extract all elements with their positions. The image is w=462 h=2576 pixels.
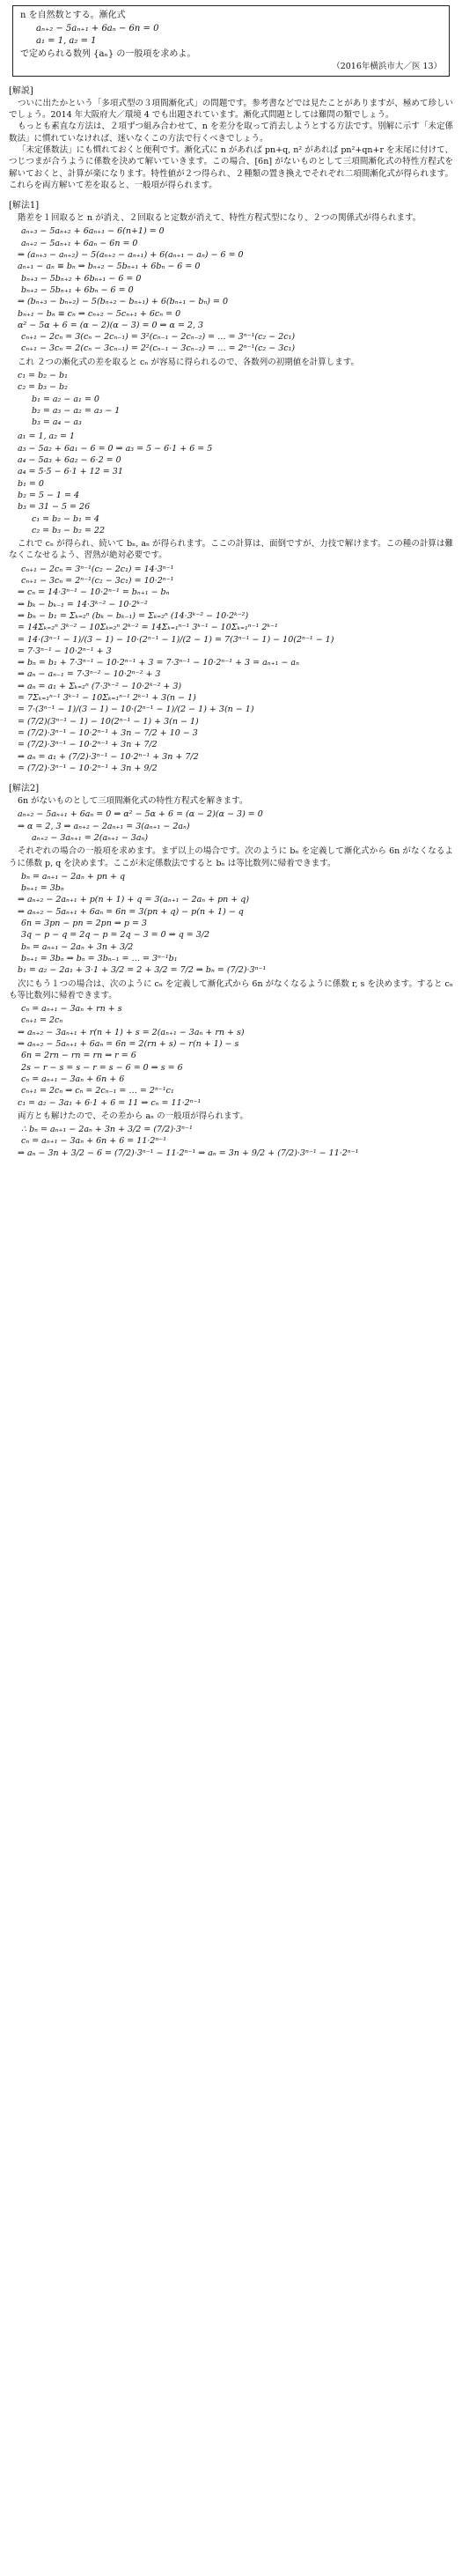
paragraph: もっとも素直な方法は、２項ずつ組み合わせて、n を差分を取って消去しようとする方法です。別解に示す「未定係数法」に慣れていなければ、迷いなくこの方法で行くべきでしょう。	[9, 122, 453, 144]
equation: 6n = 2rn − rn = rn ⇒ r = 6	[21, 1051, 136, 1061]
problem-source: （2016年横浜市大／医 13）	[332, 62, 442, 71]
equation: ⇒ aₙ₊₂ − 5aₙ₊₁ + 6aₙ = 6n = 3(pn + q) − p(n + 1) − q	[18, 906, 244, 917]
paragraph: それぞれの場合の一般項を求めます。まず以上の場合です。次のように bₙ を定義して漸化式から 6n がなくなるように係数 p, q を決めます。ここが未定係数法ですると bₙ は等比数列に帰着できます。	[9, 846, 453, 868]
equation: 6n = 3pn − pn = 2pn ⇒ p = 3	[21, 919, 147, 929]
equation: b₁ = a₂ − a₁ = 0	[32, 394, 99, 404]
equation: b₁ = a₂ − 2a₁ + 3·1 + 3/2 = 2 + 3/2 = 7/2 ⇒ bₙ = (7/2)·3ⁿ⁻¹	[18, 965, 267, 976]
equation: a₄ − 5a₃ + 6a₂ − 6·2 = 0	[18, 455, 121, 466]
equation: = (7/2)·3ⁿ⁻¹ − 10·2ⁿ⁻¹ + 3n + 9/2	[18, 763, 158, 773]
equation: bₙ₊₁ − bₙ ≡ cₙ ⇒ cₙ₊₂ − 5cₙ₊₁ + 6cₙ = 0	[18, 308, 181, 319]
equation: ⇒ aₙ − 3n + 3/2 − 6 = (7/2)·3ⁿ⁻¹ − 11·2ⁿ⁻¹ ⇒ aₙ = 3n + 9/2 + (7/2)·3ⁿ⁻¹ − 11·2ⁿ⁻¹	[18, 1148, 359, 1158]
equation: aₙ₊₂ − 5aₙ₊₁ + 6aₙ = 0 ⇒ α² − 5α + 6 = (α − 2)(α − 3) = 0	[18, 809, 263, 820]
equation: bₙ₊₁ = 3bₙ ⇒ bₙ = 3bₙ₋₁ = … = 3ⁿ⁻¹b₁	[21, 953, 178, 963]
equation: bₙ₊₁ = 3bₙ	[21, 883, 64, 894]
equation: cₙ₊₁ − 3cₙ = 2ⁿ⁻¹(c₂ − 3c₁) = 10·2ⁿ⁻¹	[21, 576, 174, 587]
equation: ⇒ aₙ − aₙ₋₁ = 7·3ⁿ⁻² − 10·2ⁿ⁻² + 3	[18, 669, 161, 680]
equation: = 7·3ⁿ⁻¹ − 10·2ⁿ⁻¹ + 3	[18, 646, 112, 656]
equation: b₁ = 0	[18, 478, 44, 489]
equation: cₙ₊₁ − 3cₙ = 2(cₙ − 3cₙ₋₁) = 2²(cₙ₋₁ − 3cₙ₋₂) = … = 2ⁿ⁻¹(c₂ − 3c₁)	[21, 343, 296, 354]
math-block	[18, 370, 453, 536]
equation: a₃ − 5a₂ + 6a₁ − 6 = 0 ⇒ a₃ = 5 − 6·1 + 6 = 5	[18, 443, 213, 454]
paragraph: ついに出たかという「多項式型の３項間漸化式」の問題です。参考書などでは見たことがありますが、極めて珍しいでしょう。2014 年大阪府大／環境 4 でも出題されています。漸化式問題としては難問の類でしょう。	[9, 98, 453, 121]
equation: = 14·(3ⁿ⁻¹ − 1)/(3 − 1) − 10·(2ⁿ⁻¹ − 1)/(2 − 1) = 7(3ⁿ⁻¹ − 1) − 10(2ⁿ⁻¹ − 1)	[18, 634, 334, 645]
equation: = (7/2)·3ⁿ⁻¹ − 10·2ⁿ⁻¹ + 3n + 7/2	[18, 740, 158, 750]
equation: cₙ = aₙ₊₁ − 3aₙ + rn + s	[21, 1004, 122, 1015]
equation: b₂ = 5 − 1 = 4	[18, 490, 80, 500]
equation: ⇒ aₙ = a₁ + (7/2)·3ⁿ⁻¹ − 10·2ⁿ⁻¹ + 3n + 7/2	[18, 751, 199, 762]
equation: ⇒ aₙ₊₂ − 5aₙ₊₁ + 6aₙ = 6n = 2(rn + s) − r(n + 1) − s	[18, 1039, 239, 1050]
equation: ⇒ (bₙ₊₃ − bₙ₊₂) − 5(bₙ₊₂ − bₙ₊₁) + 6(bₙ₊₁ − bₙ) = 0	[18, 297, 229, 307]
paragraph: 「未定係数法」にも慣れておくと便利です。漸化式に n があれば pn+q, n² があれば pn²+qn+r を末尾に付けて、つじつまが合うように係数を決めて解いていきます。この場合、[6n] がないものとして三項間漸化式の特性方程式を解いておくと、計算が楽になります。特性値が２つ得られ、２種類の置き換えでそれぞれ二項間漸化式が得られます。これらを両方解いて差を取ると、一般項が得られます。	[9, 144, 453, 190]
equation: = 14Σₖ₌₂ⁿ 3ᵏ⁻² − 10Σₖ₌₂ⁿ 2ᵏ⁻² = 14Σₖ₌₁ⁿ⁻¹ 3ᵏ⁻¹ − 10Σₖ₌₁ⁿ⁻¹ 2ᵏ⁻¹	[18, 623, 278, 633]
equation: c₁ = a₂ − 3a₁ + 6·1 + 6 = 11 ⇒ cₙ = 11·2ⁿ⁻¹	[18, 1097, 202, 1108]
equation: a₁ = 1, a₂ = 1	[18, 432, 76, 442]
equation: bₙ₊₃ − 5bₙ₊₂ + 6bₙ₊₁ − 6 = 0	[21, 273, 142, 284]
paragraph: これで cₙ が得られ、続いて bₙ, aₙ が得られます。ここの計算は、面倒ですが、力技で解けます。この種の計算は難なくこなせるよう、習熟が絶対必要です。	[9, 539, 453, 561]
equation: cₙ₊₁ − 2cₙ = 3(cₙ − 2cₙ₋₁) = 3²(cₙ₋₁ − 2cₙ₋₂) = … = 3ⁿ⁻¹(c₂ − 2c₁)	[21, 332, 296, 343]
equation: ⇒ aₙ = a₁ + Σₖ₌₂ⁿ (7·3ᵏ⁻² − 10·2ᵏ⁻² + 3)	[18, 681, 182, 691]
equation: ⇒ bₙ = b₁ + 7·3ⁿ⁻¹ − 10·2ⁿ⁻¹ + 3 = 7·3ⁿ⁻¹ − 10·2ⁿ⁻¹ + 3 = aₙ₊₁ − aₙ	[18, 658, 299, 668]
equation: ∴ bₙ = aₙ₊₁ − 2aₙ + 3n + 3/2 = (7/2)·3ⁿ⁻¹	[21, 1125, 193, 1135]
equation: aₙ₊₂ − 5aₙ₊₁ + 6aₙ − 6n = 0	[21, 238, 138, 248]
equation: = (7/2)·3ⁿ⁻¹ − 10·2ⁿ⁻¹ + 3n − 7/2 + 10 − 3	[18, 727, 198, 738]
section-title-method-2: [解法2]	[9, 784, 40, 794]
equation: cₙ₊₁ = 2cₙ	[21, 1015, 63, 1026]
math-block	[18, 1124, 453, 1159]
equation: c₁ = b₂ − b₁ = 4	[32, 513, 99, 524]
equation: = 7·(3ⁿ⁻¹ − 1)/(3 − 1) − 10·(2ⁿ⁻¹ − 1)/(2 − 1) + 3(n − 1)	[18, 705, 254, 715]
equation: b₃ = 31 − 5 = 26	[18, 502, 91, 513]
equation: b₂ = a₃ − a₂ = a₃ − 1	[32, 405, 121, 416]
equation: 2s − r − s = s − r = s − 6 = 0 ⇒ s = 6	[21, 1062, 183, 1073]
equation: ⇒ α = 2, 3 ⇒ aₙ₊₂ − 2aₙ₊₁ = 3(aₙ₊₁ − 2aₙ)	[18, 821, 190, 831]
equation: ⇒ aₙ₊₂ − 3aₙ₊₁ + r(n + 1) + s = 2(aₙ₊₁ − 3aₙ + rn + s)	[18, 1027, 245, 1037]
equation: ⇒ aₙ₊₂ − 2aₙ₊₁ + p(n + 1) + q = 3(aₙ₊₁ − 2aₙ + pn + q)	[18, 895, 250, 905]
problem-initial-values: a₁ = 1, a₂ = 1	[36, 36, 97, 46]
equation: b₃ = a₄ − a₃	[32, 417, 82, 428]
math-block	[18, 871, 453, 977]
math-block	[18, 225, 453, 354]
equation: cₙ = aₙ₊₁ − 3aₙ + 6n + 6 = 11·2ⁿ⁻¹	[21, 1136, 167, 1147]
equation: aₙ₊₂ − 3aₙ₊₁ = 2(aₙ₊₁ − 3aₙ)	[32, 832, 149, 843]
solution-body	[9, 85, 453, 1159]
paragraph: これ ２つの漸化式の差を取ると cₙ が容易に得られるので、各数列の初期値を計算します。	[18, 357, 360, 367]
equation: bₙ₊₂ − 5bₙ₊₁ + 6bₙ − 6 = 0	[21, 284, 134, 295]
equation: ⇒ (aₙ₊₃ − aₙ₊₂) − 5(aₙ₊₂ − aₙ₊₁) + 6(aₙ₊₁ − aₙ) − 6 = 0	[18, 250, 244, 261]
equation: aₙ₊₃ − 5aₙ₊₂ + 6aₙ₊₁ − 6(n+1) = 0	[21, 226, 165, 237]
math-block	[18, 1003, 453, 1109]
equation: cₙ = aₙ₊₁ − 3aₙ + 6n + 6	[21, 1074, 125, 1084]
math-block	[18, 808, 453, 844]
equation: ⇒ cₙ = 14·3ⁿ⁻¹ − 10·2ⁿ⁻¹ = bₙ₊₁ − bₙ	[18, 587, 170, 598]
section-title-method-1: [解法1]	[9, 201, 40, 211]
paragraph: 両方とも解けたので、その差から aₙ の一般項が得られます。	[18, 1111, 248, 1121]
problem-line: で定められる数列 {aₙ} の一般項を求めよ。	[20, 48, 196, 59]
equation: cₙ₊₁ = 2cₙ ⇒ cₙ = 2cₙ₋₁ = … = 2ⁿ⁻¹c₁	[21, 1086, 174, 1096]
paragraph: 階差を１回取ると n が消え、２回取ると定数が消えて、特性方程式型になり、２つの関係式が得られます。	[18, 213, 422, 224]
equation: cₙ₊₁ − 2cₙ = 3ⁿ⁻¹(c₂ − 2c₁) = 14·3ⁿ⁻¹	[21, 564, 174, 574]
equation: bₙ = aₙ₊₁ − 2aₙ + 3n + 3/2	[21, 941, 134, 952]
equation: aₙ₊₁ − aₙ ≡ bₙ ⇒ bₙ₊₂ − 5bₙ₊₁ + 6bₙ − 6 = 0	[18, 262, 201, 272]
equation: c₂ = b₃ − b₂ = 22	[32, 525, 105, 535]
equation: c₁ = b₂ − b₁	[18, 371, 68, 380]
equation: bₙ = aₙ₊₁ − 2aₙ + pn + q	[21, 871, 126, 882]
section-title-explanation: [解説]	[9, 85, 33, 96]
equation: ⇒ bₖ − bₖ₋₁ = 14·3ᵏ⁻² − 10·2ᵏ⁻²	[18, 599, 148, 609]
equation: = (7/2)(3ⁿ⁻¹ − 1) − 10(2ⁿ⁻¹ − 1) + 3(n − 1)	[18, 716, 199, 727]
problem-line: n を自然数とする。漸化式	[20, 11, 126, 20]
equation: 3q − p − q = 2q − p = 2q − 3 = 0 ⇒ q = 3/2	[21, 930, 210, 941]
equation: α² − 5α + 6 = (α − 2)(α − 3) = 0 ⇒ α = 2, 3	[18, 320, 204, 330]
equation: = 7Σₖ₌₁ⁿ⁻¹ 3ᵏ⁻¹ − 10Σₖ₌₁ⁿ⁻¹ 2ᵏ⁻¹ + 3(n − 1)	[18, 693, 196, 704]
equation: ⇒ bₙ − b₁ = Σₖ₌₂ⁿ (bₖ − bₖ₋₁) = Σₖ₌₂ⁿ (14·3ᵏ⁻² − 10·2ᵏ⁻²)	[18, 610, 249, 621]
problem-recurrence: aₙ₊₂ − 5aₙ₊₁ + 6aₙ − 6n = 0	[36, 23, 159, 33]
paragraph: 次にもう１つの場合は、次のように cₙ を定義して漸化式から 6n がなくなるように係数 r, s を決めます。すると cₙ も等比数列に帰着できます。	[9, 978, 453, 1000]
equation: a₄ = 5·5 − 6·1 + 12 = 31	[18, 467, 123, 477]
problem-box	[12, 5, 450, 77]
equation: c₂ = b₃ − b₂	[18, 382, 68, 393]
paragraph: 6n がないものとして三項間漸化式の特性方程式を解きます。	[18, 796, 248, 807]
math-block	[18, 564, 453, 774]
